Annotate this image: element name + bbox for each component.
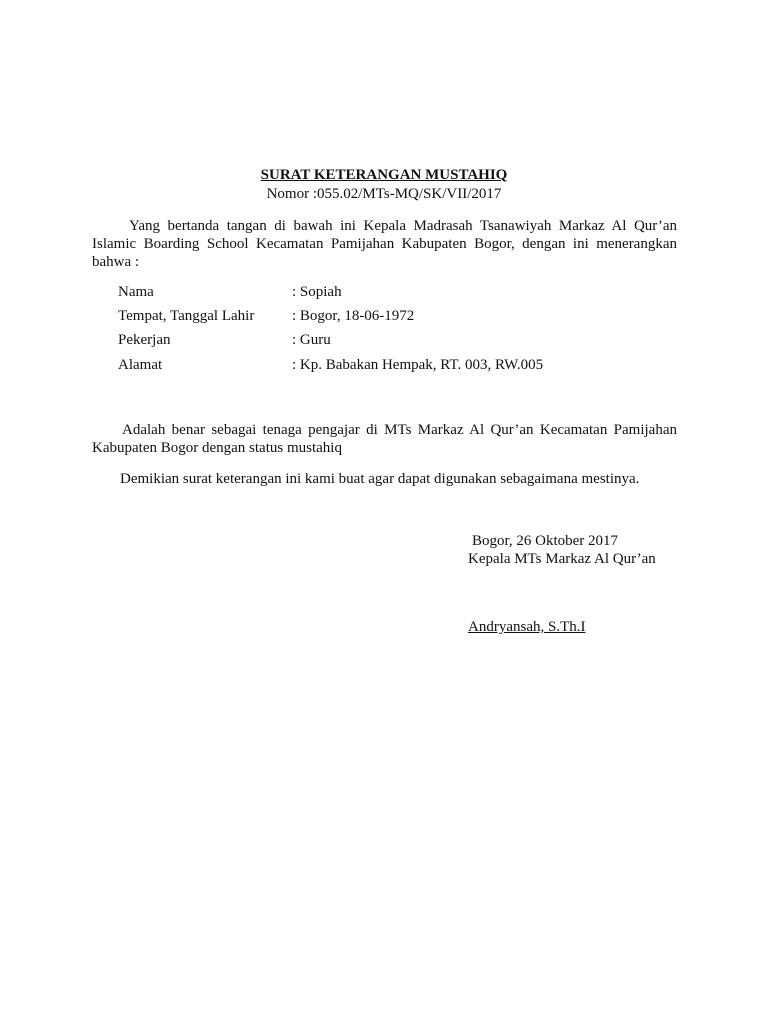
field-value: : Kp. Babakan Hempak, RT. 003, RW.005 <box>292 357 544 373</box>
signature-name: Andryansah, S.Th.I <box>468 619 586 635</box>
signature-place-date: Bogor, 26 Oktober 2017 <box>472 533 619 549</box>
field-value: : Guru <box>292 332 331 348</box>
intro-paragraph: Yang bertanda tangan di bawah ini Kepala Madrasah Tsanawiyah Markaz Al Qur’an Islamic Boarding School Kecamatan Pamijahan Kabupaten Bogor, dengan ini menerangkan bahwa : <box>92 218 677 270</box>
field-label: Alamat <box>118 357 163 373</box>
field-label: Nama <box>118 284 154 300</box>
field-value: : Bogor, 18-06-1972 <box>292 308 415 324</box>
signature-position: Kepala MTs Markaz Al Qur’an <box>468 551 656 567</box>
letter-title: SURAT KETERANGAN MUSTAHIQ <box>260 167 508 183</box>
statement-paragraph: Adalah benar sebagai tenaga pengajar di MTs Markaz Al Qur’an Kecamatan Pamijahan Kabupaten Bogor dengan status mustahiq <box>92 422 677 456</box>
closing-paragraph: Demikian surat keterangan ini kami buat agar dapat digunakan sebagaimana mestinya. <box>120 471 640 487</box>
field-label: Pekerjan <box>118 332 171 348</box>
letter-number: Nomor :055.02/MTs-MQ/SK/VII/2017 <box>266 186 502 202</box>
field-value: : Sopiah <box>292 284 342 300</box>
field-label: Tempat, Tanggal Lahir <box>118 308 255 324</box>
